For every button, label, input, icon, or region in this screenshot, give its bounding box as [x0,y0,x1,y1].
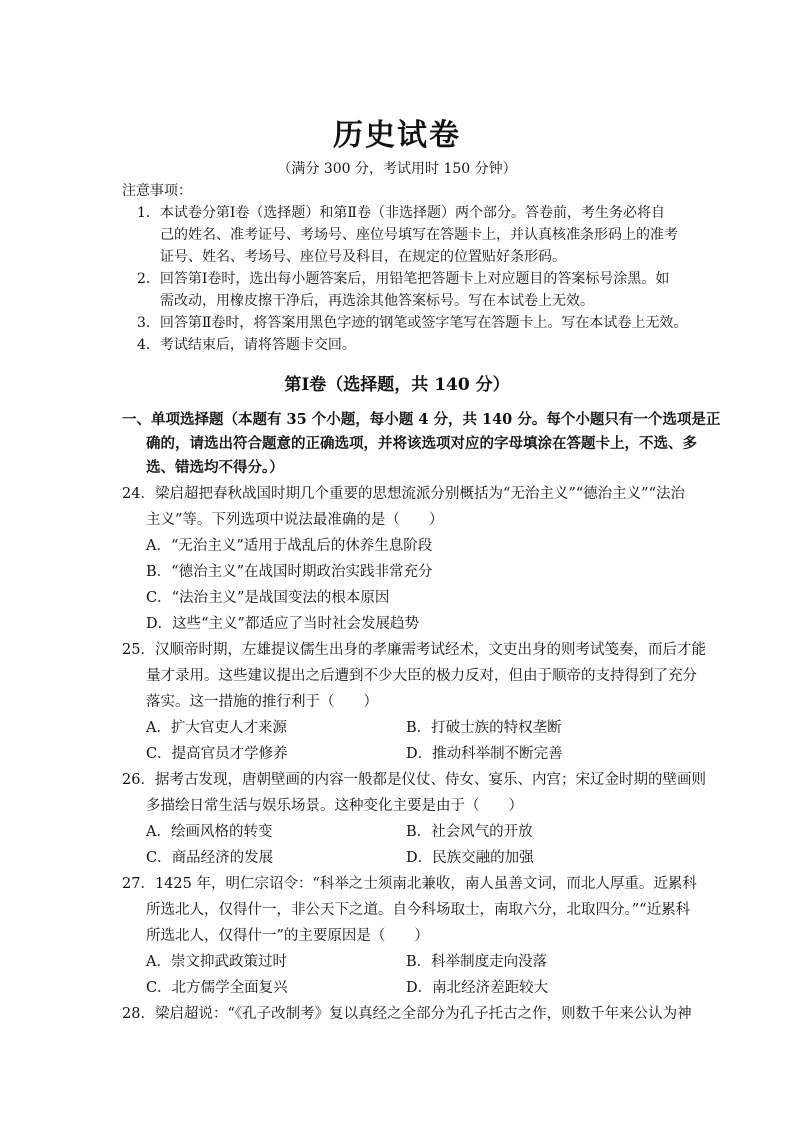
notice-line: 3．回答第Ⅱ卷时，将答案用黑色字迹的钢笔或签字笔写在答题卡上。写在本试卷上无效。 [137,315,688,331]
question-24-option-d: D．这些“主义”都适应了当时社会发展趋势 [146,616,419,632]
question-28-stem: 28．梁启超说：“《孔子改制考》复以真经之全部分为孔子托古之作，则数千年来公认为神 [122,1006,692,1022]
part-instructions: 选、错选均不得分。） [146,459,284,476]
question-26-stem: 26．据考古发现，唐朝壁画的内容一般都是仪仗、侍女、宴乐、内宫；宋辽金时期的壁画则 [122,772,706,788]
question-24-option-a: A．“无治主义”适用于战乱后的休养生息阶段 [146,538,433,554]
question-27-option-b: B．科举制度走向没落 [406,954,548,970]
notice-line: 证号、姓名、考场号、座位号及科目，在规定的位置贴好条形码。 [160,249,566,265]
question-26-option-d: D．民族交融的加强 [406,850,534,866]
question-27-stem: 27．1425 年，明仁宗诏令：“科举之士须南北兼收，南人虽善文词，而北人厚重。近累科 [122,876,697,892]
question-24-option-b: B．“德治主义”在战国时期政治实践非常充分 [146,564,433,580]
question-27-stem: 所选北人，仅得什一”的主要原因是（ ） [146,928,429,944]
question-25-option-a: A．扩大官吏人才来源 [146,720,287,736]
question-27-option-a: A．崇文抑武政策过时 [146,954,287,970]
question-26-option-a: A．绘画风格的转变 [146,824,273,840]
question-25-option-b: B．打破士族的特权垄断 [406,720,562,736]
question-26-option-c: C．商品经济的发展 [146,850,274,866]
question-24-stem: 24．梁启超把春秋战国时期几个重要的思想流派分别概括为“无治主义”“德治主义”“法治 [122,486,686,502]
notice-line: 4．考试结束后，请将答题卡交回。 [137,337,356,353]
question-25-option-d: D．推动科举制不断完善 [406,746,563,762]
question-25-option-c: C．提高官员才学修养 [146,746,288,762]
question-25-stem: 落实。这一措施的推行利于（ ） [146,694,378,710]
part-instructions: 确的，请选出符合题意的正确选项，并将该选项对应的字母填涂在答题卡上，不选、多 [146,435,697,452]
notice-line: 己的姓名、准考证号、考场号、座位号填写在答题卡上，并认真核准条形码上的准考 [160,227,678,243]
notice-line: 需改动，用橡皮擦干净后，再选涂其他答案标号。写在本试卷上无效。 [160,293,594,309]
notice-line: 2．回答第Ⅰ卷时，选出每小题答案后，用铅笔把答题卡上对应题目的答案标号涂黑。如 [137,271,670,287]
question-27-option-c: C．北方儒学全面复兴 [146,980,288,996]
question-27-option-d: D．南北经济差距较大 [406,980,549,996]
question-25-stem: 25．汉顺帝时期，左雄提议儒生出身的孝廉需考试经术，文吏出身的则考试笺奏，而后才能 [122,642,706,658]
question-26-stem: 多描绘日常生活与娱乐场景。这种变化主要是由于（ ） [146,798,523,814]
question-25-stem: 量才录用。这些建议提出之后遭到不少大臣的极力反对，但由于顺帝的支持得到了充分 [146,668,697,684]
notice-line: 1．本试卷分第Ⅰ卷（选择题）和第Ⅱ卷（非选择题）两个部分。答卷前，考生务必将自 [137,205,665,221]
section-title: 第Ⅰ卷（选择题，共 140 分） [284,375,510,395]
question-26-option-b: B．社会风气的开放 [406,824,533,840]
part-instructions: 一、单项选择题（本题有 35 个小题，每小题 4 分，共 140 分。每个小题只有一个选项是正 [122,411,721,428]
page-title: 历史试卷 [333,118,461,153]
question-27-stem: 所选北人，仅得什一，非公天下之道。自今科场取士，南取六分，北取四分。”“近累科 [146,902,691,918]
question-24-option-c: C．“法治主义”是战国变法的根本原因 [146,590,390,606]
notice-heading: 注意事项： [122,183,192,199]
exam-subtitle: （满分 300 分，考试用时 150 分钟） [277,161,517,177]
question-24-stem: 主义”等。下列选项中说法最准确的是（ ） [146,512,444,528]
